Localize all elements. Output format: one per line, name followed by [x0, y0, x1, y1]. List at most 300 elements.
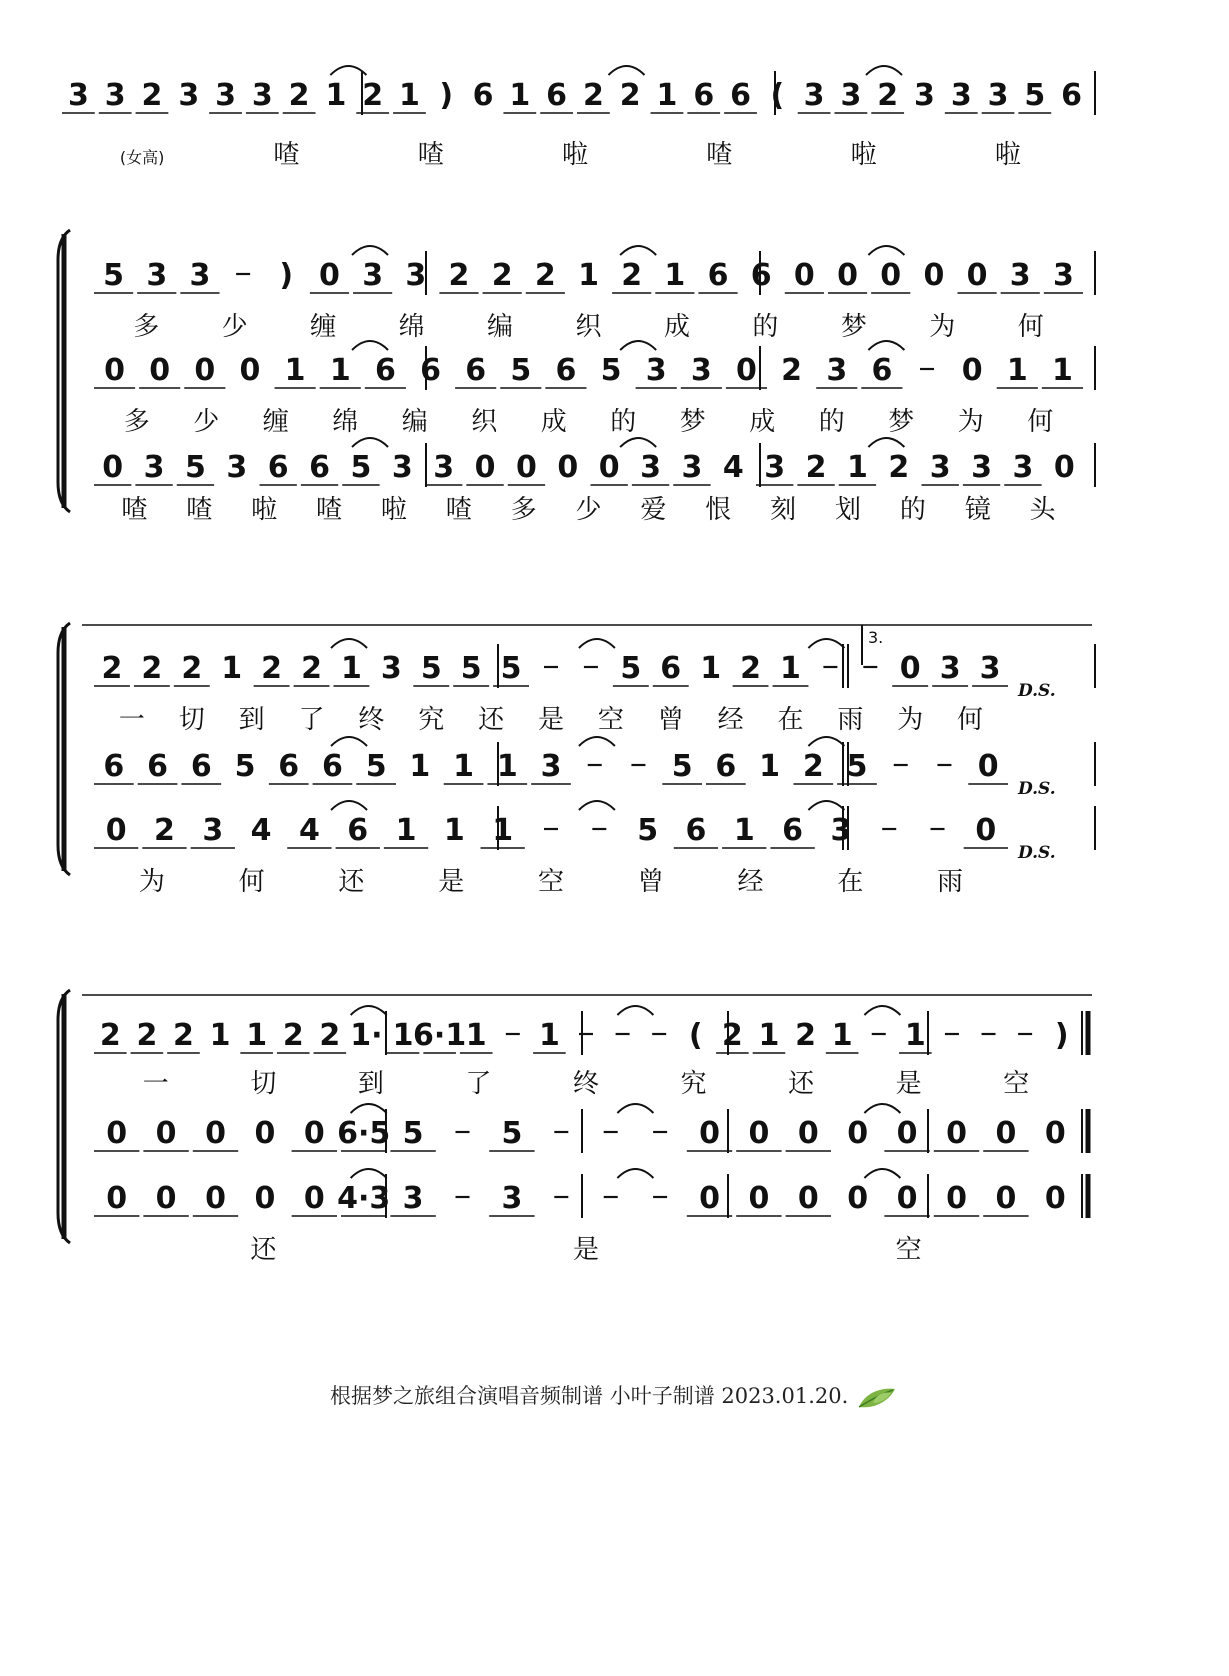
- lyric-syllable: 在: [777, 705, 804, 735]
- lyrics-row: [139, 867, 963, 897]
- lyrics-row: [121, 495, 1056, 525]
- jianpu-note: 1: [246, 1018, 268, 1053]
- jianpu-note: 5: [637, 813, 659, 848]
- lyric-syllable: 终: [358, 705, 385, 735]
- slur-arc: [620, 246, 656, 255]
- jianpu-note: 3: [1012, 450, 1034, 485]
- slur-arc: [617, 1006, 653, 1015]
- jianpu-note: 3: [950, 78, 972, 113]
- jianpu-note: 6: [374, 353, 396, 388]
- jianpu-note: 6: [730, 78, 751, 113]
- jianpu-note: 6: [707, 258, 729, 293]
- jianpu-note: 1: [831, 1018, 853, 1053]
- lyric-syllable: 经: [717, 705, 744, 735]
- jianpu-note: 3: [1052, 258, 1074, 293]
- lyric-syllable: 为: [929, 312, 956, 342]
- lyric-syllable: 空: [1003, 1069, 1030, 1099]
- jianpu-note: 5: [501, 1116, 523, 1151]
- jianpu-note: 6: [465, 353, 487, 388]
- jianpu-note: 2: [282, 1018, 304, 1053]
- jianpu-note: 1: [492, 813, 514, 848]
- slur-arc: [868, 438, 904, 447]
- jianpu-note: 0: [106, 1181, 128, 1216]
- lyric-syllable: 梦: [888, 407, 915, 437]
- jianpu-note: 1: [465, 1018, 487, 1053]
- jianpu-note: 6: [347, 813, 369, 848]
- jianpu-note: 0: [896, 1181, 918, 1216]
- lyric-syllable: 恨: [705, 495, 732, 525]
- system-2: [58, 230, 1095, 525]
- lyric-syllable: 一: [142, 1069, 169, 1099]
- jianpu-note: 0: [194, 353, 216, 388]
- jianpu-note: 6: [472, 78, 494, 113]
- slur-arc: [868, 246, 904, 255]
- lyrics-row: [119, 705, 983, 735]
- jianpu-note: 1: [904, 1018, 926, 1053]
- jianpu-note: 1: [509, 78, 531, 113]
- jianpu-note: 2: [319, 1018, 341, 1053]
- lyric-syllable: 喳: [121, 495, 148, 525]
- lyric-syllable: 成: [540, 407, 567, 437]
- jianpu-note: 0: [1044, 1116, 1066, 1151]
- jianpu-note: 5: [500, 651, 522, 686]
- lyric-syllable: 啦: [380, 495, 407, 525]
- jianpu-note: 0: [1053, 450, 1075, 485]
- lyric-syllable: 头: [1029, 495, 1056, 525]
- lyric-syllable: 了: [465, 1069, 492, 1099]
- jianpu-note: 3: [803, 78, 825, 113]
- jianpu-note: 0: [474, 450, 496, 485]
- lyric-syllable: 编: [401, 407, 428, 437]
- jianpu-note: 0: [797, 1181, 819, 1216]
- lyric-syllable: 少: [575, 495, 602, 525]
- lyrics-row: [250, 1235, 921, 1265]
- jianpu-note: 0: [847, 1181, 869, 1216]
- lyric-syllable: 的: [899, 495, 926, 525]
- jianpu-note: 2: [805, 450, 827, 485]
- jianpu-note: 6·1: [413, 1018, 467, 1053]
- jianpu-note: 6: [555, 353, 577, 388]
- lyric-syllable: 曾: [657, 705, 684, 735]
- dal-segno-mark: D.S.: [1018, 843, 1056, 863]
- jianpu-note: 0: [303, 1181, 325, 1216]
- jianpu-note: 2: [301, 651, 322, 686]
- jianpu-note: 3: [402, 1181, 424, 1216]
- lyric-syllable: 喳: [706, 140, 733, 170]
- lyric-syllable: 划: [834, 495, 861, 525]
- lyric-syllable: 的: [610, 407, 637, 437]
- lyric-syllable: 喳: [417, 140, 444, 170]
- jianpu-note: 1: [284, 353, 306, 388]
- jianpu-note: 3: [987, 78, 1009, 113]
- jianpu-note: 0: [516, 450, 537, 485]
- lyric-syllable: 织: [471, 407, 498, 437]
- jianpu-note: 2: [721, 1018, 743, 1053]
- lyric-syllable: 少: [193, 407, 220, 437]
- jianpu-note: 1: [1006, 353, 1028, 388]
- slur-arc: [351, 1104, 387, 1113]
- jianpu-note: 3: [226, 450, 248, 485]
- lyric-syllable: 何: [957, 705, 984, 735]
- jianpu-note: 2: [288, 78, 310, 113]
- jianpu-note: 3: [433, 450, 455, 485]
- systems-layer: [58, 66, 1095, 1265]
- jianpu-note: 3: [143, 450, 165, 485]
- jianpu-note: 0: [557, 450, 579, 485]
- jianpu-note: 1: [209, 1018, 231, 1053]
- lyric-syllable: 是: [537, 705, 565, 735]
- jianpu-note: 5: [460, 651, 482, 686]
- jianpu-note: 3: [405, 258, 427, 293]
- jianpu-note: 0: [995, 1116, 1017, 1151]
- jianpu-note: 6: [660, 651, 682, 686]
- slur-arc: [579, 639, 615, 648]
- system-3: [58, 623, 1095, 897]
- lyric-syllable: 在: [837, 867, 864, 897]
- jianpu-note: 2: [141, 78, 163, 113]
- staff-1: [94, 639, 1095, 735]
- jianpu-note: 1: [325, 78, 347, 113]
- jianpu-note: 0: [239, 353, 261, 388]
- jianpu-note: 3: [362, 258, 384, 293]
- slur-arc: [352, 341, 388, 350]
- jianpu-note: 0: [205, 1181, 226, 1216]
- jianpu-note: 3: [178, 78, 200, 113]
- lyric-syllable: 到: [357, 1069, 384, 1099]
- jianpu-note: 0: [977, 749, 999, 784]
- staff-1: [94, 246, 1095, 342]
- jianpu-note: 3: [826, 353, 848, 388]
- jianpu-note: 5: [103, 258, 125, 293]
- lyric-syllable: 为: [957, 407, 984, 437]
- slur-arc: [331, 639, 367, 648]
- jianpu-note: 3: [67, 78, 89, 113]
- jianpu-note: 0: [899, 651, 921, 686]
- jianpu-note: 6: [782, 813, 804, 848]
- jianpu-note: 0: [254, 1181, 276, 1216]
- slur-arc: [617, 1104, 653, 1113]
- jianpu-note: 0: [149, 353, 171, 388]
- jianpu-note: 2: [802, 749, 824, 784]
- slur-arc: [331, 801, 367, 810]
- lyric-syllable: 为: [897, 705, 924, 735]
- jianpu-note: 3: [690, 353, 712, 388]
- lyric-syllable: 成: [663, 312, 690, 342]
- jianpu-note: 2: [362, 78, 384, 113]
- dal-segno-mark: D.S.: [1018, 681, 1056, 701]
- jianpu-note: 2: [181, 651, 203, 686]
- jianpu-note: 6: [103, 749, 125, 784]
- jianpu-note: 6: [693, 78, 715, 113]
- jianpu-note: (: [688, 1018, 703, 1053]
- slur-arc: [351, 1006, 387, 1015]
- jianpu-note: 3: [189, 258, 211, 293]
- jianpu-note: 2: [740, 651, 762, 686]
- jianpu-note: 0: [797, 1116, 819, 1151]
- jianpu-note: 1: [453, 749, 475, 784]
- lyric-syllable: 织: [575, 312, 602, 342]
- jianpu-note: 5: [1024, 78, 1046, 113]
- footer-credit: [0, 1380, 1229, 1411]
- jianpu-note: 0: [598, 450, 620, 485]
- lyric-syllable: 何: [238, 867, 265, 897]
- lyric-syllable: 爱: [640, 495, 667, 525]
- jianpu-note: 1: [656, 78, 678, 113]
- lyric-syllable: 喳: [273, 140, 300, 170]
- jianpu-note: 5: [350, 450, 372, 485]
- jianpu-note: 1: [496, 749, 518, 784]
- jianpu-note: 0: [880, 258, 902, 293]
- jianpu-note: 1: [340, 651, 362, 686]
- lyric-syllable: 切: [250, 1069, 277, 1099]
- jianpu-note: 3: [104, 78, 126, 113]
- lyric-syllable: 喳: [445, 495, 472, 525]
- jianpu-note: 6: [685, 813, 707, 848]
- slur-arc: [579, 737, 615, 746]
- lyric-syllable: 一: [118, 705, 145, 735]
- jianpu-note: 2: [619, 78, 641, 113]
- jianpu-note: 2: [261, 651, 283, 686]
- staff-2: [94, 737, 1095, 799]
- jianpu-note: 2: [101, 651, 123, 686]
- lyric-syllable: 何: [1027, 407, 1054, 437]
- jianpu-note: 0: [102, 450, 124, 485]
- jianpu-note: 0: [699, 1181, 720, 1216]
- jianpu-note: 6: [147, 749, 169, 784]
- lyric-syllable: 到: [238, 705, 265, 735]
- jianpu-note: 1: [329, 353, 351, 388]
- jianpu-note: 0: [995, 1181, 1017, 1216]
- jianpu-note: 3: [251, 78, 273, 113]
- slur-arc: [864, 1169, 900, 1178]
- jianpu-note: 4: [298, 813, 320, 848]
- slur-arc: [868, 341, 904, 350]
- jianpu-note: 0: [896, 1116, 918, 1151]
- jianpu-note: 0: [205, 1116, 226, 1151]
- slur-arc: [351, 1169, 387, 1178]
- lyric-syllable: 还: [788, 1069, 815, 1099]
- jianpu-note: 3: [215, 78, 236, 113]
- jianpu-note: 6: [267, 450, 289, 485]
- footer-text: 根据梦之旅组合演唱音频制谱 小叶子制谱 2023.01.20.: [330, 1384, 849, 1408]
- jianpu-note: 1: [221, 651, 243, 686]
- slur-arc: [808, 737, 844, 746]
- jianpu-note: 5: [420, 651, 442, 686]
- jianpu-note: 1: [759, 749, 781, 784]
- jianpu-note: 6·5: [337, 1116, 391, 1151]
- jianpu-note: 2: [582, 78, 604, 113]
- jianpu-note: 5: [846, 749, 868, 784]
- system-1: [62, 66, 1095, 170]
- system-4: [58, 990, 1092, 1265]
- lyric-syllable: 缠: [310, 312, 337, 342]
- staff-2: [94, 341, 1095, 437]
- lyric-syllable: 的: [752, 312, 779, 342]
- jianpu-note: 5: [510, 353, 532, 388]
- jianpu-note: 3: [640, 450, 661, 485]
- lyric-syllable: 究: [418, 705, 445, 735]
- lyric-syllable: 镜: [964, 495, 991, 525]
- lyric-syllable: 多: [510, 495, 537, 525]
- jianpu-note: 2: [877, 78, 899, 113]
- lyrics-row: [133, 312, 1044, 342]
- jianpu-note: 1: [392, 1018, 414, 1053]
- jianpu-note: 3: [840, 78, 862, 113]
- jianpu-note: 0: [961, 353, 983, 388]
- jianpu-note: 0: [793, 258, 815, 293]
- jianpu-note: 6: [190, 749, 212, 784]
- lyric-syllable: 成: [749, 407, 776, 437]
- lyric-syllable: 空: [537, 867, 565, 897]
- jianpu-note: 2: [491, 258, 513, 293]
- jianpu-note: 2: [154, 813, 175, 848]
- lyrics-row: [124, 407, 1054, 437]
- jianpu-note: 0: [104, 353, 126, 388]
- jianpu-note: 2: [136, 1018, 158, 1053]
- jianpu-note: 1: [758, 1018, 780, 1053]
- jianpu-note: 2: [795, 1018, 816, 1053]
- staff-2: [94, 1104, 1088, 1153]
- jianpu-note: 0: [975, 813, 997, 848]
- jianpu-note: 0: [946, 1181, 967, 1216]
- jianpu-note: 3: [929, 450, 951, 485]
- jianpu-note: 4: [722, 450, 744, 485]
- lyric-syllable: 终: [572, 1069, 600, 1099]
- jianpu-note: 0: [837, 258, 858, 293]
- jianpu-note: 2: [173, 1018, 194, 1053]
- jianpu-note: 0: [748, 1181, 770, 1216]
- jianpu-note: 5: [671, 749, 693, 784]
- slur-arc: [579, 801, 615, 810]
- slur-arc: [609, 66, 645, 75]
- slur-arc: [866, 66, 902, 75]
- jianpu-note: 1: [1051, 353, 1073, 388]
- jianpu-note: 0: [699, 1116, 720, 1151]
- jianpu-note: 1·: [350, 1018, 383, 1053]
- lyric-syllable: 了: [298, 705, 325, 735]
- slur-arc: [864, 1006, 900, 1015]
- jianpu-note: 2: [621, 258, 643, 293]
- jianpu-note: 0: [155, 1181, 177, 1216]
- jianpu-note: 0: [319, 258, 340, 293]
- lyric-syllable: 是: [438, 867, 465, 897]
- lyric-syllable: 切: [178, 705, 205, 735]
- lyric-syllable: 梦: [679, 407, 706, 437]
- jianpu-note: 2: [99, 1018, 121, 1053]
- staff-3: [94, 438, 1095, 525]
- jianpu-note: 3: [1009, 258, 1031, 293]
- slur-arc: [808, 639, 844, 648]
- jianpu-note: 6: [871, 353, 893, 388]
- jianpu-note: 3: [971, 450, 992, 485]
- jianpu-note: 0: [303, 1116, 325, 1151]
- lyric-syllable: 啦: [994, 140, 1021, 170]
- jianpu-note: 2: [141, 651, 163, 686]
- jianpu-note: 3: [391, 450, 413, 485]
- lyrics-row: [120, 140, 1021, 170]
- lyric-syllable: 喳: [186, 495, 213, 525]
- jianpu-note: 5: [600, 353, 622, 388]
- lyrics-row: [143, 1069, 1029, 1099]
- staff-3: [94, 801, 1095, 897]
- slur-arc: [331, 737, 367, 746]
- lyric-syllable: 刻: [770, 495, 797, 525]
- slur-arc: [864, 1104, 900, 1113]
- jianpu-note: 3: [764, 450, 786, 485]
- staff-1: [62, 66, 1095, 170]
- lyric-syllable: 是: [895, 1069, 922, 1099]
- lyric-syllable: 绵: [332, 407, 359, 437]
- jianpu-note: 5: [185, 450, 206, 485]
- jianpu-note: 2: [781, 353, 803, 388]
- jianpu-note: 1: [578, 258, 599, 293]
- lyric-syllable: 啦: [561, 140, 589, 170]
- jianpu-note: 2: [448, 258, 470, 293]
- jianpu-note: 3: [645, 353, 667, 388]
- lyric-syllable: 喳: [316, 495, 343, 525]
- lyric-syllable: 多: [123, 407, 150, 437]
- jianpu-note: 3: [380, 651, 402, 686]
- jianpu-note: ): [1054, 1018, 1069, 1053]
- leaf-icon: [855, 1385, 899, 1411]
- lyric-syllable: 啦: [251, 495, 278, 525]
- slur-arc: [620, 341, 656, 350]
- jianpu-note: 0: [106, 1116, 128, 1151]
- jianpu-note: 2: [888, 450, 910, 485]
- jianpu-note: 6: [321, 749, 343, 784]
- lyric-syllable: 还: [478, 705, 505, 735]
- jianpu-note: 6: [715, 749, 737, 784]
- lyric-syllable: 缠: [262, 407, 289, 437]
- jianpu-note: 5: [234, 749, 256, 784]
- dal-segno-mark: D.S.: [1018, 779, 1056, 799]
- jianpu-note: 2: [534, 258, 556, 293]
- jianpu-note: 0: [847, 1116, 869, 1151]
- jianpu-note: 0: [946, 1116, 967, 1151]
- lyric-syllable: 空: [597, 705, 624, 735]
- lyric-syllable: 雨: [837, 705, 864, 735]
- lyric-syllable: 是: [572, 1235, 600, 1265]
- lyric-syllable: 还: [338, 867, 365, 897]
- lyric-syllable: 编: [487, 312, 514, 342]
- jianpu-note: 3: [830, 813, 852, 848]
- lyric-syllable: 经: [737, 867, 764, 897]
- jianpu-note: 0: [254, 1116, 276, 1151]
- lyric-syllable: 少: [221, 312, 248, 342]
- jianpu-note: 1: [399, 78, 420, 113]
- jianpu-note: 3: [540, 749, 562, 784]
- jianpu-note: (: [770, 78, 785, 113]
- jianpu-note: 4·3: [337, 1181, 391, 1216]
- jianpu-note: 3: [914, 78, 935, 113]
- lyric-syllable: 还: [250, 1235, 277, 1265]
- jianpu-note: 1: [847, 450, 868, 485]
- jianpu-note: 6: [750, 258, 772, 293]
- slur-arc: [617, 1169, 653, 1178]
- jianpu-note: ): [279, 258, 294, 293]
- slur-arc: [352, 438, 388, 447]
- jianpu-note: 1: [664, 258, 686, 293]
- jianpu-note: 0: [736, 353, 757, 388]
- lyric-syllable: 究: [680, 1069, 707, 1099]
- jianpu-note: 5: [620, 651, 642, 686]
- jianpu-note: 6: [1061, 78, 1083, 113]
- jianpu-note: 0: [923, 258, 945, 293]
- jianpu-note: 1: [538, 1018, 560, 1053]
- jianpu-note: 1: [395, 813, 417, 848]
- lyric-syllable: 梦: [840, 312, 867, 342]
- jianpu-note: 1: [733, 813, 755, 848]
